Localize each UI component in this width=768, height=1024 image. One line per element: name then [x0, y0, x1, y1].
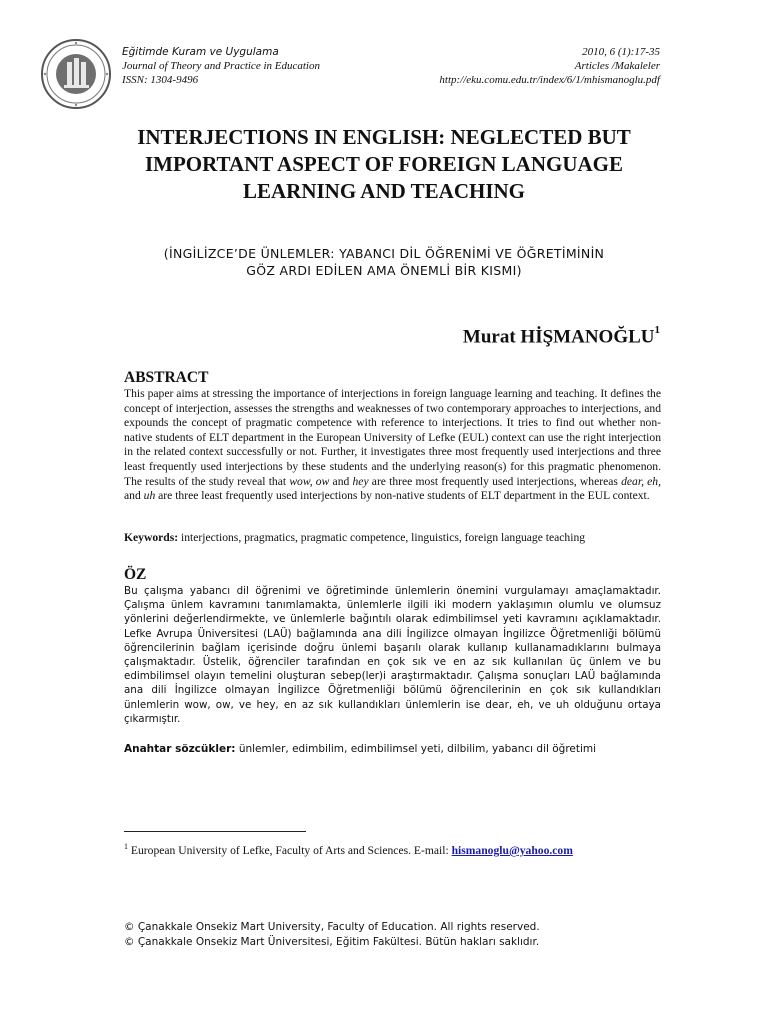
citation: 2010, 6 (1):17-35	[582, 46, 660, 58]
citation-header	[439, 45, 660, 87]
abstract-body	[124, 387, 661, 504]
university-seal-logo	[40, 38, 112, 110]
anahtar-text: ünlemler, edimbilim, edimbilimsel yeti, dilbilim, yabancı dil öğretimi	[238, 743, 597, 755]
abstract-text-1: This paper aims at stressing the importance of interjections in foreign language learning and teaching. It defines the concept of interjection, assesses the strengths and weaknesses of two contemporary approaches to interjections, and expounds the concept of pragmatic competence with reference to interjections. It tries to find out whether non-native students of ELT department in the European University of Lefke (EUL) context can use the right interjection in the related context successfully or not. Further, it investigates three most frequently used interjections and three least frequently used interjections by these students and the underlying reason(s) for this pragmatic phenomenon. The results of the study reveal that	[124, 387, 661, 488]
article-url[interactable]: http://eku.comu.edu.tr/index/6/1/mhismanoglu.pdf	[439, 74, 660, 86]
author-footnote-mark: 1	[654, 324, 660, 336]
abstract-heading: ABSTRACT	[124, 369, 209, 386]
keywords	[124, 531, 661, 545]
paper-title	[100, 124, 668, 205]
author-email-link[interactable]: hismanoglu@yahoo.com	[451, 843, 573, 857]
footnote	[124, 840, 573, 858]
abstract-and-2: and	[124, 489, 141, 503]
abstract-and-1: and	[332, 474, 350, 488]
abstract-italic-2: hey	[352, 474, 369, 488]
copyright-en: © Çanakkale Onsekiz Mart University, Faculty of Education. All rights reserved.	[124, 921, 540, 933]
footnote-rule	[124, 831, 306, 832]
copyright-block	[124, 920, 540, 950]
issn: ISSN: 1304-9496	[122, 74, 199, 86]
journal-name-tr: Eğitimde Kuram ve Uygulama	[122, 46, 279, 58]
abstract-italic-4: uh	[143, 489, 156, 503]
title-line-2: IMPORTANT ASPECT OF FOREIGN LANGUAGE	[144, 152, 624, 176]
title-line-1: INTERJECTIONS IN ENGLISH: NEGLECTED BUT	[137, 125, 631, 149]
footnote-mark: 1	[124, 842, 128, 851]
author-text: Murat HİŞMANOĞLU	[462, 326, 655, 348]
oz-heading: ÖZ	[124, 566, 147, 583]
paper-subtitle	[110, 245, 658, 279]
keywords-label: Keywords:	[124, 531, 179, 544]
journal-name-en: Journal of Theory and Practice in Education	[122, 60, 320, 72]
abstract-text-2: are three most frequently used interjections, whereas	[371, 474, 618, 488]
keywords-text: interjections, pragmatics, pragmatic competence, linguistics, foreign language teaching	[181, 531, 586, 544]
article-type: Articles /Makaleler	[574, 60, 660, 72]
journal-header	[122, 45, 320, 87]
subtitle-line-2: GÖZ ARDI EDİLEN AMA ÖNEMLİ BİR KISMI)	[246, 263, 522, 278]
subtitle-line-1: (İNGİLİZCE’DE ÜNLEMLER: YABANCI DİL ÖĞRENİMİ VE ÖĞRETİMİNİN	[163, 246, 605, 261]
anahtar-label: Anahtar sözcükler:	[124, 743, 236, 755]
copyright-tr: © Çanakkale Onsekiz Mart Üniversitesi, Eğitim Fakültesi. Bütün hakları saklıdır.	[124, 936, 540, 948]
abstract-text-3: are three least frequently used interjections by non-native students of ELT department in the EUL context.	[158, 489, 650, 503]
anahtar-sozcukler	[124, 742, 684, 756]
abstract-italic-3: dear, eh,	[621, 474, 662, 488]
author-name	[463, 326, 660, 348]
title-line-3: LEARNING AND TEACHING	[243, 179, 525, 203]
oz-body: Bu çalışma yabancı dil öğrenimi ve öğretiminde ünlemlerin önemini vurgulamayı amaçlamaktadır. Çalışma ünlem kavramını tanımlamakta, ünlemlerle ilgili iki modern yaklaşımın olumlu ve olumsuz yönlerini değerlendirmekte, ve ünlemlerle bağıntılı olarak edimbilimsel yeti kavramını açıklamaktadır. Lefke Avrupa Üniversitesi (LAÜ) bağlamında ana dili İngilizce olmayan İngilizce Öğretmenliği bölümü öğrencilerinin bağlam içerisinde doğru ünlemi başarılı olarak kullanıp kullanamadıklarını bulmaya çalışmaktadır. Üstelik, öğrenciler tarafından en çok sık ve en az sık kullanılan üç ünlem ve bu edimbilimsel olayın temelini oluşturan sebep(ler)i araştırmaktadır. Çalışma sonuçları LAÜ bağlamında ana dili İngilizce olmayan İngilizce Öğretmenliği bölümü öğrencilerinin en çok sık kullandıkları ünlemlerin wow, ow, ve hey, en az sık kullandıkları ünlemlerin ise dear, eh, ve uh olduğunu ortaya çıkarmıştır.	[124, 585, 661, 725]
abstract-italic-1: wow, ow	[289, 474, 330, 488]
footnote-text: European University of Lefke, Faculty of Arts and Sciences. E-mail:	[130, 843, 449, 857]
